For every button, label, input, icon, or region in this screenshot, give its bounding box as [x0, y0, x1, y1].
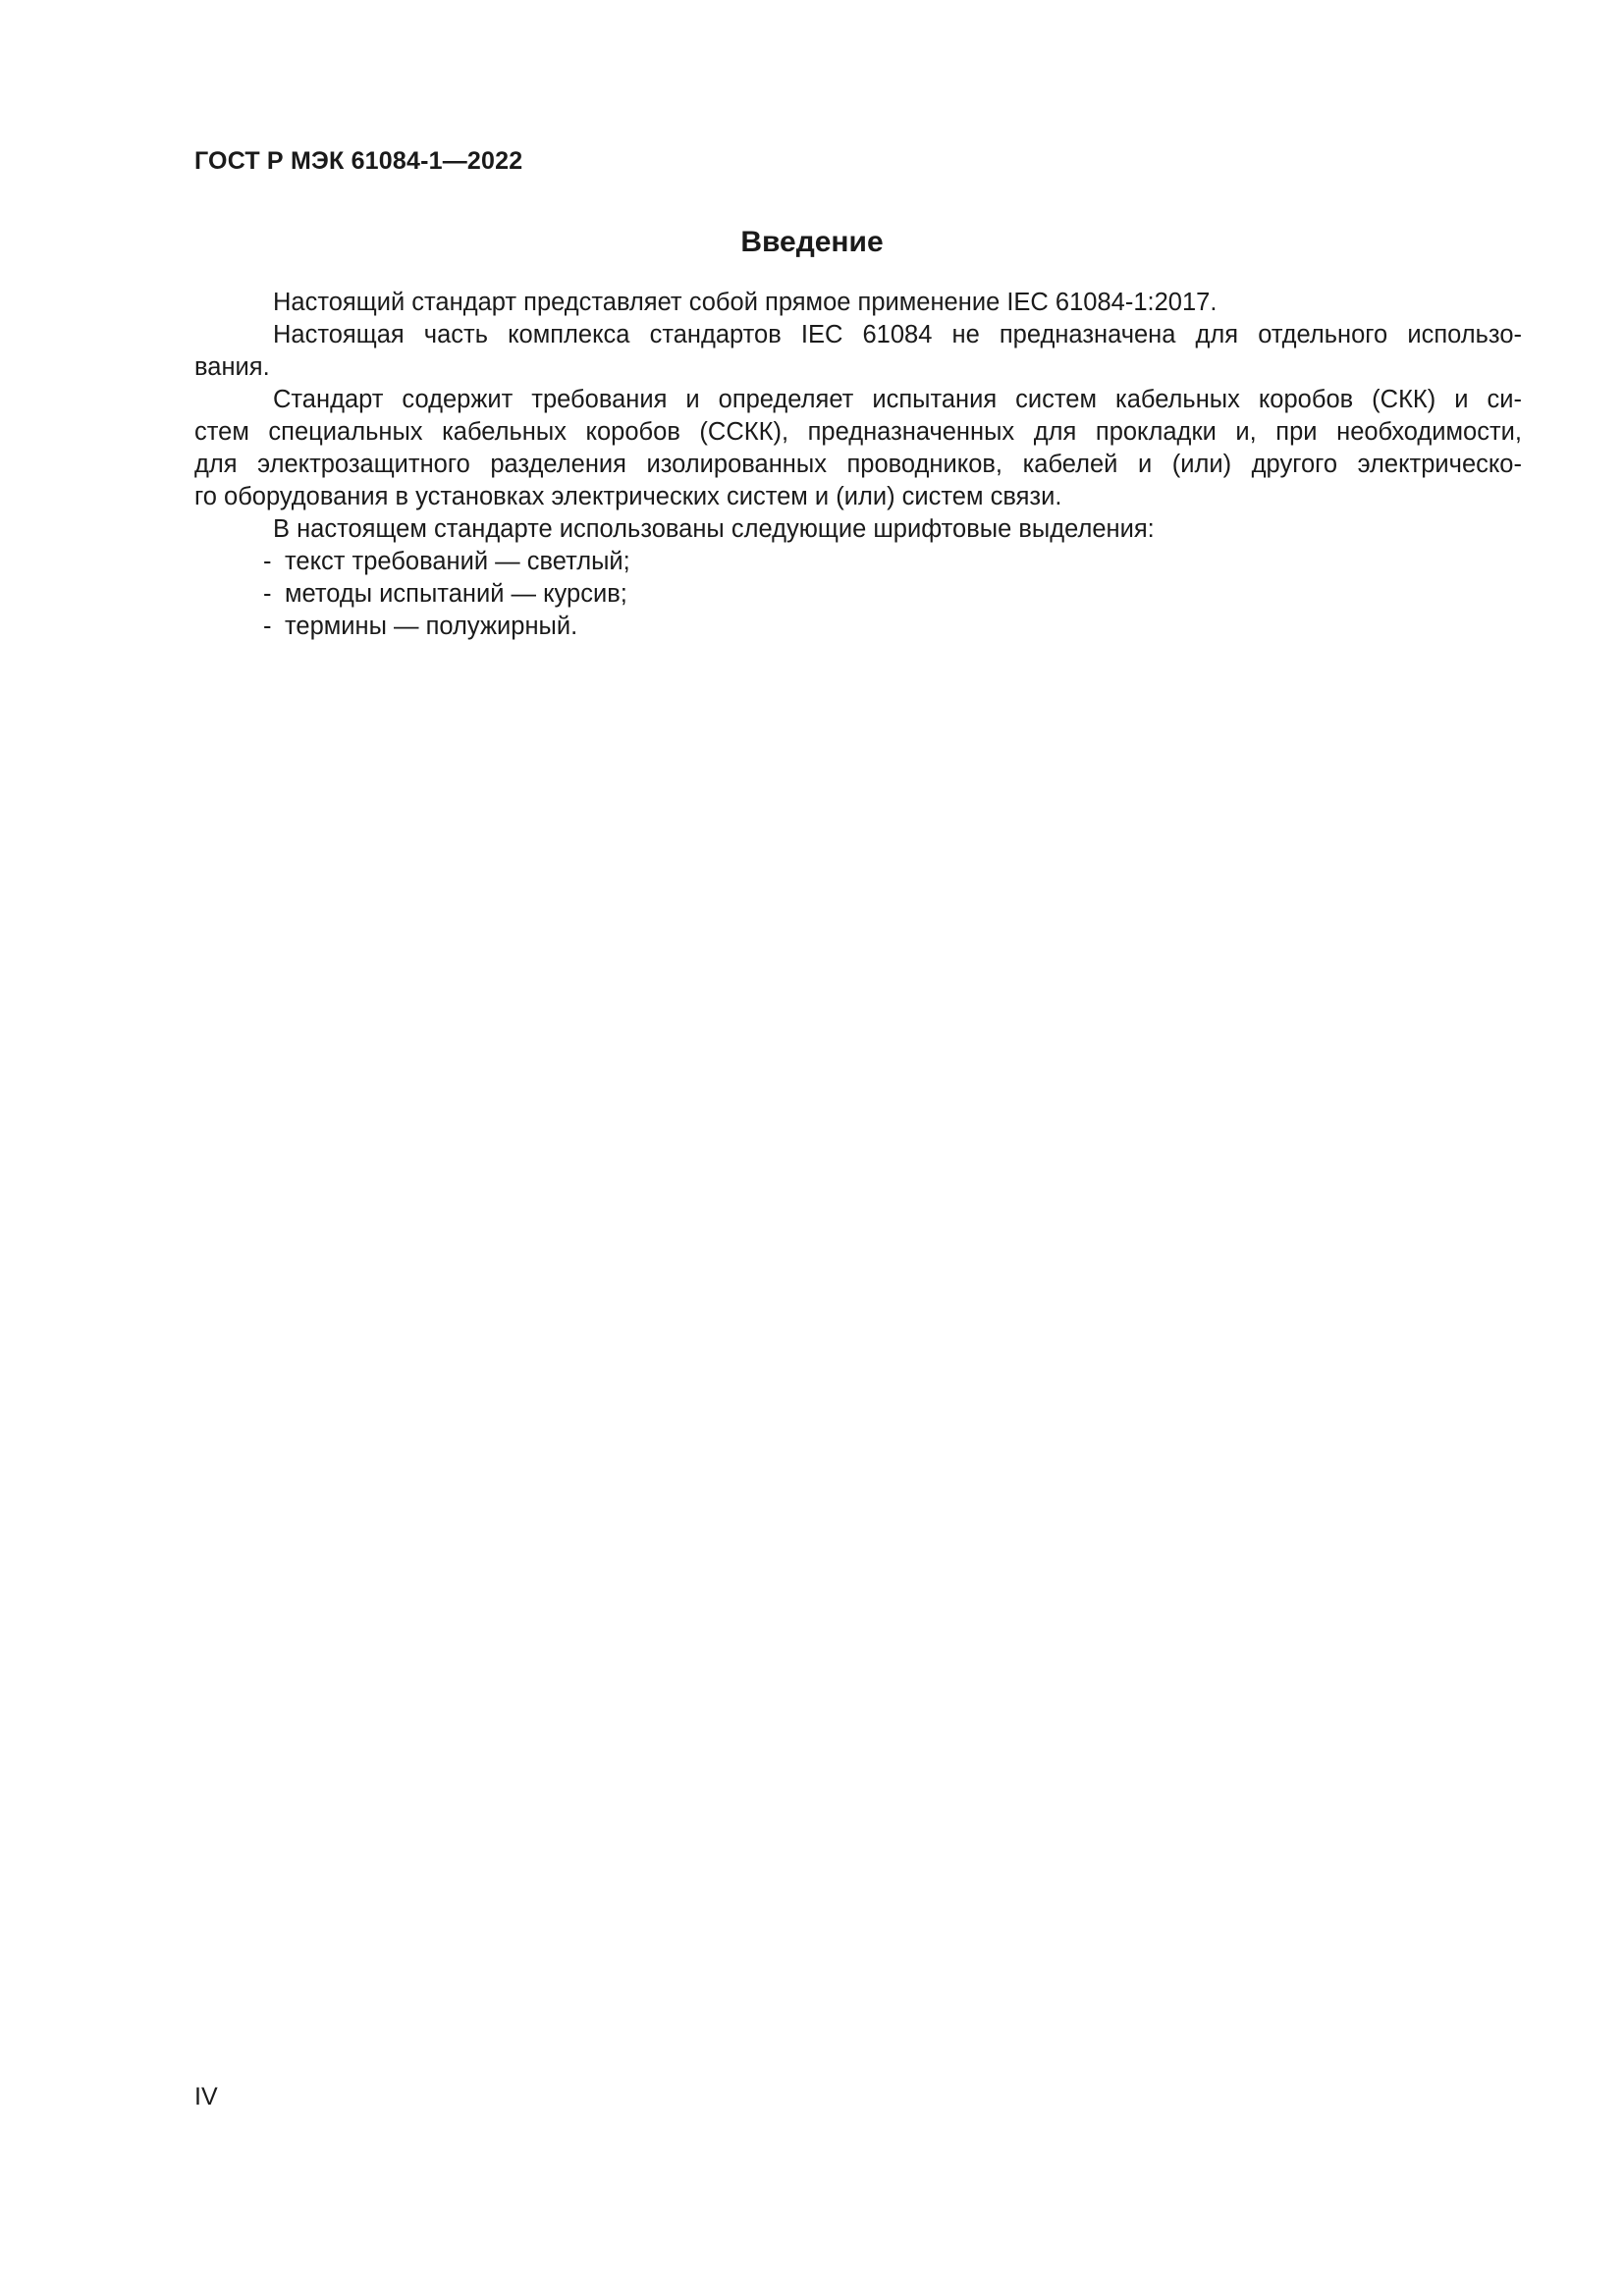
paragraph-1-text: Настоящий стандарт представляет собой прямое применение IEC 61084-1:2017. [273, 289, 1218, 316]
list-marker: - [263, 613, 272, 640]
paragraph-2-line-1: Настоящая часть комплекса стандартов IEC 61084 не предназначена для отдельного использо- [273, 321, 1522, 348]
paragraph-1 [194, 287, 1522, 319]
paragraph-3 [194, 384, 1522, 513]
list-item-text: термины — полужирный. [285, 613, 578, 640]
document-header: ГОСТ Р МЭК 61084-1—2022 [194, 147, 523, 175]
paragraph-2-line-2: вания. [194, 353, 270, 381]
list-item [263, 611, 1522, 643]
font-conventions-list [194, 546, 1522, 643]
section-title: Введение [740, 226, 884, 258]
list-marker: - [263, 580, 272, 608]
paragraph-3-line-1: Стандарт содержит требования и определяет испытания систем кабельных коробов (СКК) и си- [273, 386, 1522, 413]
list-marker: - [263, 548, 272, 575]
list-item-text: методы испытаний — курсив; [285, 580, 627, 608]
list-item [263, 578, 1522, 611]
list-item [263, 546, 1522, 578]
paragraph-4-text: В настоящем стандарте использованы следующие шрифтовые выделения: [273, 515, 1155, 543]
paragraph-4 [194, 513, 1522, 546]
list-item-text: текст требований — светлый; [285, 548, 630, 575]
paragraph-3-line-2: стем специальных кабельных коробов (ССКК), предназначенных для прокладки и, при необходимости, [194, 418, 1522, 446]
page-number: IV [194, 2083, 218, 2110]
document-body [194, 287, 1522, 643]
paragraph-2 [194, 319, 1522, 384]
paragraph-3-line-3: для электрозащитного разделения изолированных проводников, кабелей и (или) другого электрическо- [194, 451, 1522, 478]
paragraph-3-line-4: го оборудования в установках электрических систем и (или) систем связи. [194, 483, 1062, 510]
